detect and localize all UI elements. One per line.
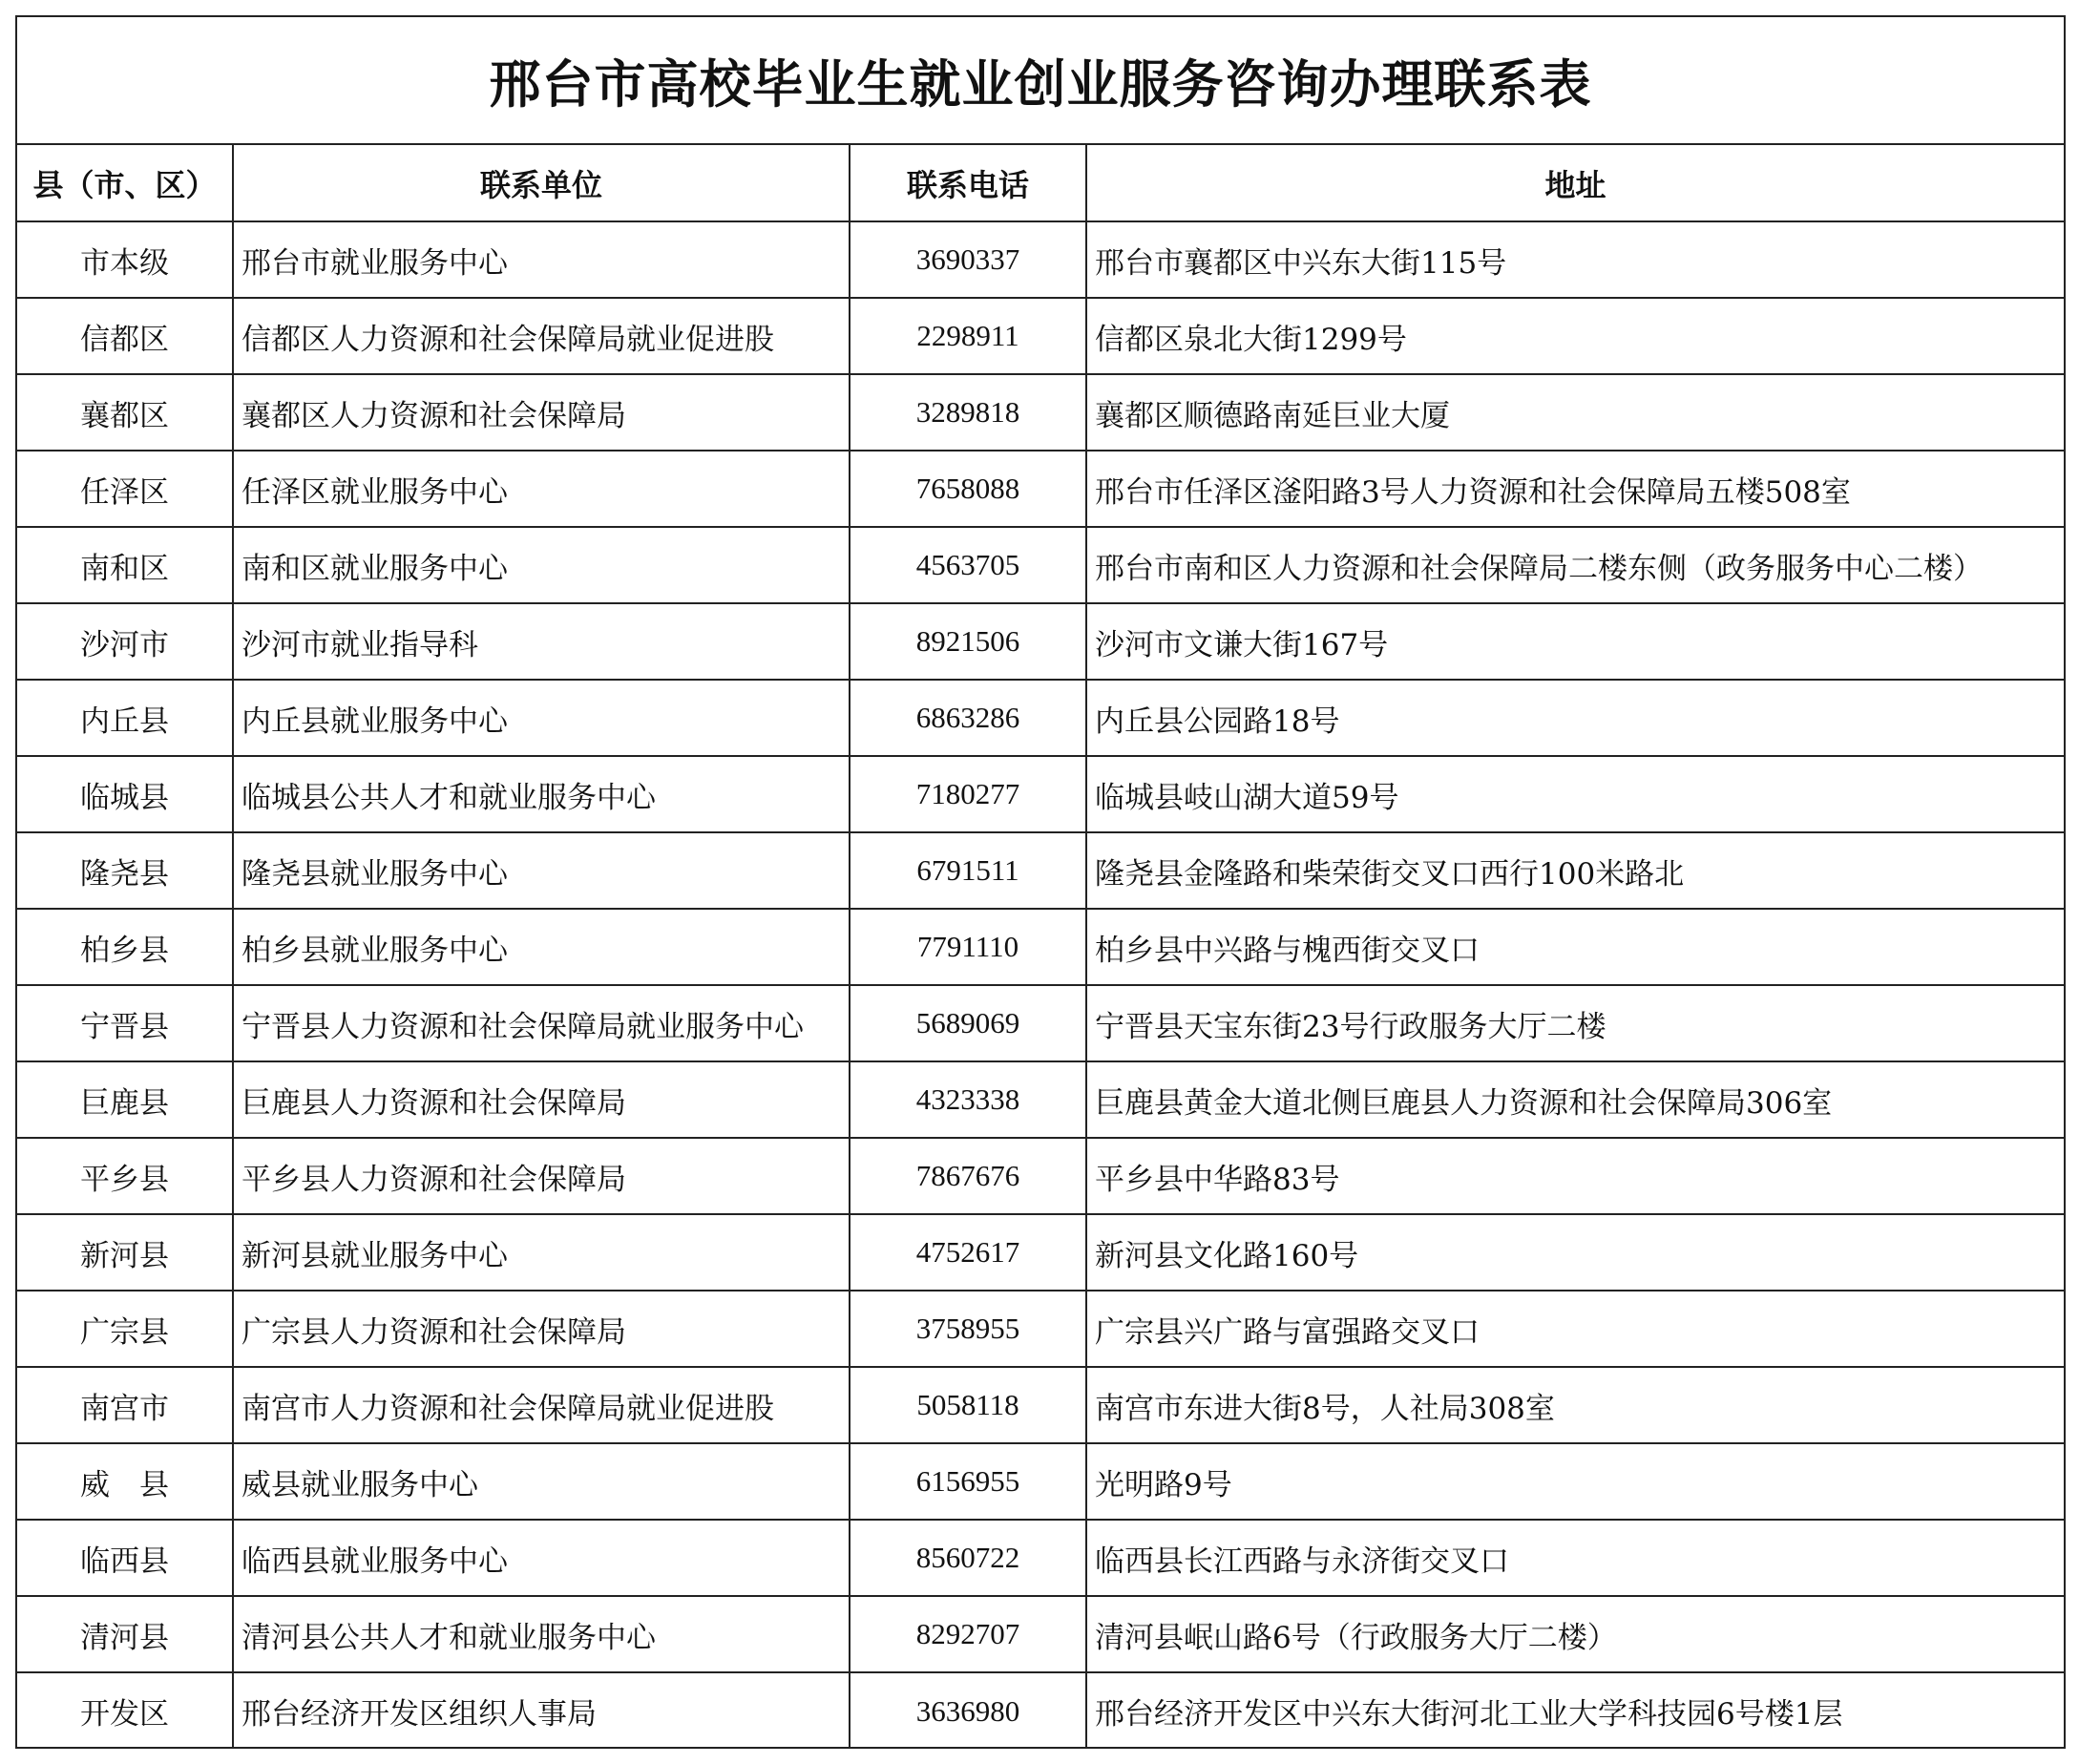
table-row bbox=[17, 527, 2064, 603]
table-row bbox=[17, 1520, 2064, 1596]
phone-cell: 8560722 bbox=[850, 1520, 1086, 1596]
table-row bbox=[17, 1291, 2064, 1367]
unit-cell: 巨鹿县人力资源和社会保障局 bbox=[233, 1061, 850, 1138]
unit-cell: 邢台经济开发区组织人事局 bbox=[233, 1672, 850, 1749]
contact-sheet bbox=[15, 15, 2066, 1749]
address-cell: 信都区泉北大街1299号 bbox=[1086, 298, 2064, 374]
county-cell: 新河县 bbox=[17, 1214, 233, 1291]
unit-cell: 临西县就业服务中心 bbox=[233, 1520, 850, 1596]
page-title: 邢台市高校毕业生就业创业服务咨询办理联系表 bbox=[489, 53, 1592, 115]
county-cell: 内丘县 bbox=[17, 680, 233, 756]
phone-cell: 6863286 bbox=[850, 680, 1086, 756]
address-cell: 柏乡县中兴路与槐西街交叉口 bbox=[1086, 909, 2064, 985]
table-body bbox=[17, 221, 2064, 1749]
table-row bbox=[17, 756, 2064, 832]
table-row bbox=[17, 985, 2064, 1061]
phone-cell: 7867676 bbox=[850, 1138, 1086, 1214]
unit-cell: 内丘县就业服务中心 bbox=[233, 680, 850, 756]
unit-cell: 清河县公共人才和就业服务中心 bbox=[233, 1596, 850, 1672]
address-cell: 南宫市东进大街8号，人社局308室 bbox=[1086, 1367, 2064, 1443]
county-cell: 宁晋县 bbox=[17, 985, 233, 1061]
column-header-address: 地址 bbox=[1086, 145, 2064, 221]
unit-cell: 威县就业服务中心 bbox=[233, 1443, 850, 1520]
county-cell: 隆尧县 bbox=[17, 832, 233, 909]
county-cell: 巨鹿县 bbox=[17, 1061, 233, 1138]
address-cell: 邢台经济开发区中兴东大街河北工业大学科技园6号楼1层 bbox=[1095, 1697, 1843, 1732]
county-cell: 平乡县 bbox=[17, 1138, 233, 1214]
column-header-county: 县（市、区） bbox=[17, 145, 233, 221]
table-row bbox=[17, 1443, 2064, 1520]
address-cell: 隆尧县金隆路和柴荣街交叉口西行100米路北 bbox=[1086, 832, 2064, 909]
unit-cell: 平乡县人力资源和社会保障局 bbox=[233, 1138, 850, 1214]
address-cell: 邢台市南和区人力资源和社会保障局二楼东侧（政务服务中心二楼） bbox=[1086, 527, 2064, 603]
unit-cell: 隆尧县就业服务中心 bbox=[233, 832, 850, 909]
column-header-phone: 联系电话 bbox=[850, 145, 1086, 221]
county-cell: 广宗县 bbox=[17, 1291, 233, 1367]
county-cell: 威 县 bbox=[17, 1443, 233, 1520]
unit-cell: 南和区就业服务中心 bbox=[233, 527, 850, 603]
county-cell: 南宫市 bbox=[17, 1367, 233, 1443]
phone-cell: 7791110 bbox=[850, 909, 1086, 985]
county-cell: 市本级 bbox=[17, 221, 233, 298]
phone-cell: 2298911 bbox=[850, 298, 1086, 374]
county-cell: 临城县 bbox=[17, 756, 233, 832]
address-cell: 光明路9号 bbox=[1086, 1443, 2064, 1520]
table-row bbox=[17, 298, 2064, 374]
county-cell: 清河县 bbox=[17, 1596, 233, 1672]
unit-cell: 襄都区人力资源和社会保障局 bbox=[233, 374, 850, 451]
unit-cell: 沙河市就业指导科 bbox=[233, 603, 850, 680]
county-cell: 信都区 bbox=[17, 298, 233, 374]
county-cell: 南和区 bbox=[17, 527, 233, 603]
county-cell: 任泽区 bbox=[17, 451, 233, 527]
phone-cell: 8292707 bbox=[850, 1596, 1086, 1672]
county-cell: 开发区 bbox=[17, 1672, 233, 1749]
address-cell: 临城县岐山湖大道59号 bbox=[1086, 756, 2064, 832]
phone-cell: 3690337 bbox=[850, 221, 1086, 298]
unit-cell: 临城县公共人才和就业服务中心 bbox=[233, 756, 850, 832]
phone-cell: 6791511 bbox=[850, 832, 1086, 909]
county-cell: 临西县 bbox=[17, 1520, 233, 1596]
table-row bbox=[17, 1596, 2064, 1672]
phone-cell: 3636980 bbox=[850, 1672, 1086, 1749]
address-cell: 广宗县兴广路与富强路交叉口 bbox=[1086, 1291, 2064, 1367]
table-row bbox=[17, 680, 2064, 756]
address-cell: 清河县岷山路6号（行政服务大厅二楼） bbox=[1086, 1596, 2064, 1672]
phone-cell: 7658088 bbox=[850, 451, 1086, 527]
phone-cell: 3289818 bbox=[850, 374, 1086, 451]
phone-cell: 4752617 bbox=[850, 1214, 1086, 1291]
unit-cell: 新河县就业服务中心 bbox=[233, 1214, 850, 1291]
title-bar bbox=[17, 17, 2064, 145]
phone-cell: 4323338 bbox=[850, 1061, 1086, 1138]
table-row bbox=[17, 1367, 2064, 1443]
phone-cell: 5058118 bbox=[850, 1367, 1086, 1443]
header-row bbox=[17, 145, 2064, 221]
contact-table bbox=[17, 145, 2064, 1749]
unit-cell: 任泽区就业服务中心 bbox=[233, 451, 850, 527]
phone-cell: 3758955 bbox=[850, 1291, 1086, 1367]
phone-cell: 8921506 bbox=[850, 603, 1086, 680]
table-row bbox=[17, 1214, 2064, 1291]
address-cell: 新河县文化路160号 bbox=[1086, 1214, 2064, 1291]
county-cell: 襄都区 bbox=[17, 374, 233, 451]
unit-cell: 柏乡县就业服务中心 bbox=[233, 909, 850, 985]
address-cell: 宁晋县天宝东街23号行政服务大厅二楼 bbox=[1086, 985, 2064, 1061]
address-cell: 邢台市任泽区滏阳路3号人力资源和社会保障局五楼508室 bbox=[1086, 451, 2064, 527]
unit-cell: 邢台市就业服务中心 bbox=[233, 221, 850, 298]
address-cell: 临西县长江西路与永济街交叉口 bbox=[1086, 1520, 2064, 1596]
table-row bbox=[17, 832, 2064, 909]
unit-cell: 信都区人力资源和社会保障局就业促进股 bbox=[233, 298, 850, 374]
column-header-unit: 联系单位 bbox=[233, 145, 850, 221]
address-cell: 巨鹿县黄金大道北侧巨鹿县人力资源和社会保障局306室 bbox=[1086, 1061, 2064, 1138]
phone-cell: 5689069 bbox=[850, 985, 1086, 1061]
table-row bbox=[17, 1061, 2064, 1138]
table-row bbox=[17, 909, 2064, 985]
address-cell: 沙河市文谦大街167号 bbox=[1086, 603, 2064, 680]
address-cell: 内丘县公园路18号 bbox=[1086, 680, 2064, 756]
table-row bbox=[17, 374, 2064, 451]
phone-cell: 6156955 bbox=[850, 1443, 1086, 1520]
unit-cell: 广宗县人力资源和社会保障局 bbox=[233, 1291, 850, 1367]
unit-cell: 南宫市人力资源和社会保障局就业促进股 bbox=[233, 1367, 850, 1443]
address-cell: 平乡县中华路83号 bbox=[1086, 1138, 2064, 1214]
table-row bbox=[17, 221, 2064, 298]
address-cell: 邢台市襄都区中兴东大街115号 bbox=[1086, 221, 2064, 298]
phone-cell: 4563705 bbox=[850, 527, 1086, 603]
county-cell: 沙河市 bbox=[17, 603, 233, 680]
address-cell: 襄都区顺德路南延巨业大厦 bbox=[1086, 374, 2064, 451]
table-row bbox=[17, 1672, 2064, 1749]
phone-cell: 7180277 bbox=[850, 756, 1086, 832]
table-row bbox=[17, 451, 2064, 527]
table-row bbox=[17, 603, 2064, 680]
table-row bbox=[17, 1138, 2064, 1214]
county-cell: 柏乡县 bbox=[17, 909, 233, 985]
unit-cell: 宁晋县人力资源和社会保障局就业服务中心 bbox=[233, 985, 850, 1061]
